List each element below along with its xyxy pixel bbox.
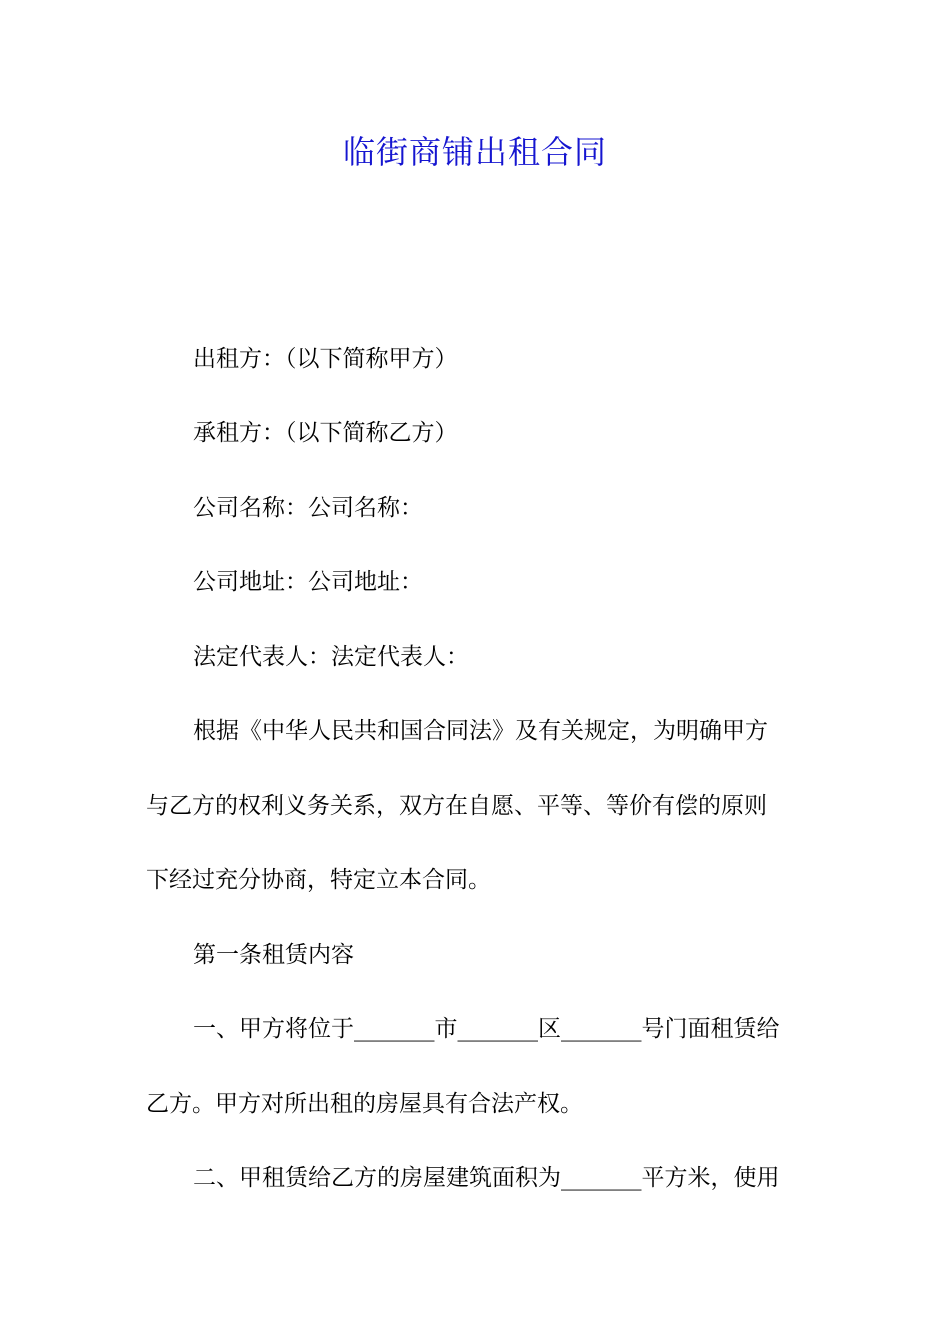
document-title: 临街商铺出租合同 (342, 133, 607, 171)
company-name-line: 公司名称：公司名称： (193, 495, 423, 521)
company-address-line: 公司地址：公司地址： (193, 569, 423, 595)
legal-representative-line: 法定代表人：法定代表人： (193, 644, 469, 670)
lessor-line: 出租方：（以下简称甲方） (193, 346, 458, 372)
clause-2-line-1: 二、甲租赁给乙方的房屋建筑面积为_______平方米，使用 (193, 1165, 780, 1191)
preamble-line-3: 下经过充分协商，特定立本合同。 (146, 867, 491, 893)
clause-1-line-2: 乙方。甲方对所出租的房屋具有合法产权。 (146, 1091, 583, 1117)
clause-1-line-1: 一、甲方将位于_______市_______区_______号门面租赁给 (193, 1016, 780, 1042)
lessee-line: 承租方：（以下简称乙方） (193, 420, 458, 446)
article-1-heading: 第一条租赁内容 (193, 942, 354, 968)
preamble-line-2: 与乙方的权利义务关系，双方在自愿、平等、等价有偿的原则 (146, 793, 767, 819)
preamble-line-1: 根据《中华人民共和国合同法》及有关规定，为明确甲方 (193, 718, 768, 744)
